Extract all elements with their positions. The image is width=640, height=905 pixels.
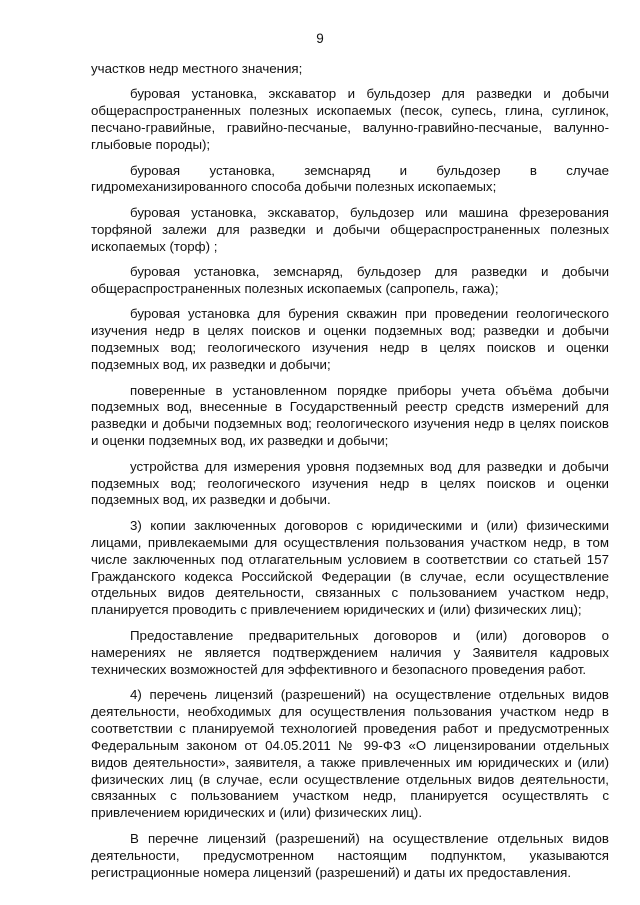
- paragraph-item-3-contracts: 3) копии заключенных договоров с юридическими и (или) физическими лицами, привлекаемыми для осуществления пользования участком недр, в том числе заключенных под отлагательным условием в соответствии со статьей 157 Гражданского кодекса Российской Федерации (в случае, если осуществление отдельных видов деятельности, связанных с пользованием участком недр, планируется проводить с привлечением юридических и (или) физических лиц);: [91, 517, 609, 618]
- paragraph-equipment-peat: буровая установка, экскаватор, бульдозер или машина фрезерования торфяной залежи для разведки и добычи общераспространенных полезных ископаемых (торф) ;: [91, 204, 609, 254]
- page-number: 9: [316, 31, 324, 46]
- document-body: [91, 61, 609, 881]
- paragraph-equipment-drilling-groundwater: буровая установка для бурения скважин при проведении геологического изучения недр в целях поисков и оценки подземных вод; разведки и добычи подземных вод; геологического изучения недр в целях поисков и оценки подземных вод, их разведки и добычи;: [91, 306, 609, 373]
- paragraph-level-measuring-devices: устройства для измерения уровня подземных вод для разведки и добычи подземных вод; геологического изучения недр в целях поисков и оценки подземных вод, их разведки и добычи.: [91, 458, 609, 508]
- paragraph-license-list-details: В перечне лицензий (разрешений) на осуществление отдельных видов деятельности, предусмотренном настоящим подпунктом, указываются регистрационные номера лицензий (разрешений) и даты их предоставления.: [91, 830, 609, 880]
- paragraph-continuation: участков недр местного значения;: [91, 61, 303, 76]
- paragraph-preliminary-contracts: Предоставление предварительных договоров и (или) договоров о намерениях не является подтверждением наличия у Заявителя кадровых технических возможностей для эффективного и безопасного проведения работ.: [91, 627, 609, 677]
- paragraph-equipment-common-minerals: буровая установка, экскаватор и бульдозер для разведки и добычи общераспространенных полезных ископаемых (песок, супесь, глина, суглинок, песчано-гравийные, гравийно-песчаные, валунно-гравийно-песчаные, валунно-глыбовые породы);: [91, 86, 609, 153]
- paragraph-equipment-sapropel: буровая установка, земснаряд, бульдозер для разведки и добычи общераспространенных полезных ископаемых (сапропель, гажа);: [91, 264, 609, 296]
- paragraph-item-4-licenses: 4) перечень лицензий (разрешений) на осуществление отдельных видов деятельности, необходимых для осуществления пользования участком недр в соответствии с планируемой технологией проведения работ и предусмотренных Федеральным законом от 04.05.2011 № 99-ФЗ «О лицензировании отдельных видов деятельности», заявителя, а также привлеченных им юридических и (или) физических лиц (в случае, если осуществление отдельных видов деятельности, связанных с пользованием участком недр, планируется осуществлять с привлечением юридических и (или) физических лиц).: [91, 687, 609, 821]
- paragraph-metering-devices: поверенные в установленном порядке приборы учета объёма добычи подземных вод, внесенные в Государственный реестр средств измерений для разведки и добычи подземных вод; геологического изучения недр в целях поисков и оценки подземных вод, их разведки и добычи;: [91, 382, 609, 449]
- paragraph-equipment-hydromechanized: буровая установка, земснаряд и бульдозер в случае гидромеханизированного способа добычи полезных ископаемых;: [91, 162, 609, 195]
